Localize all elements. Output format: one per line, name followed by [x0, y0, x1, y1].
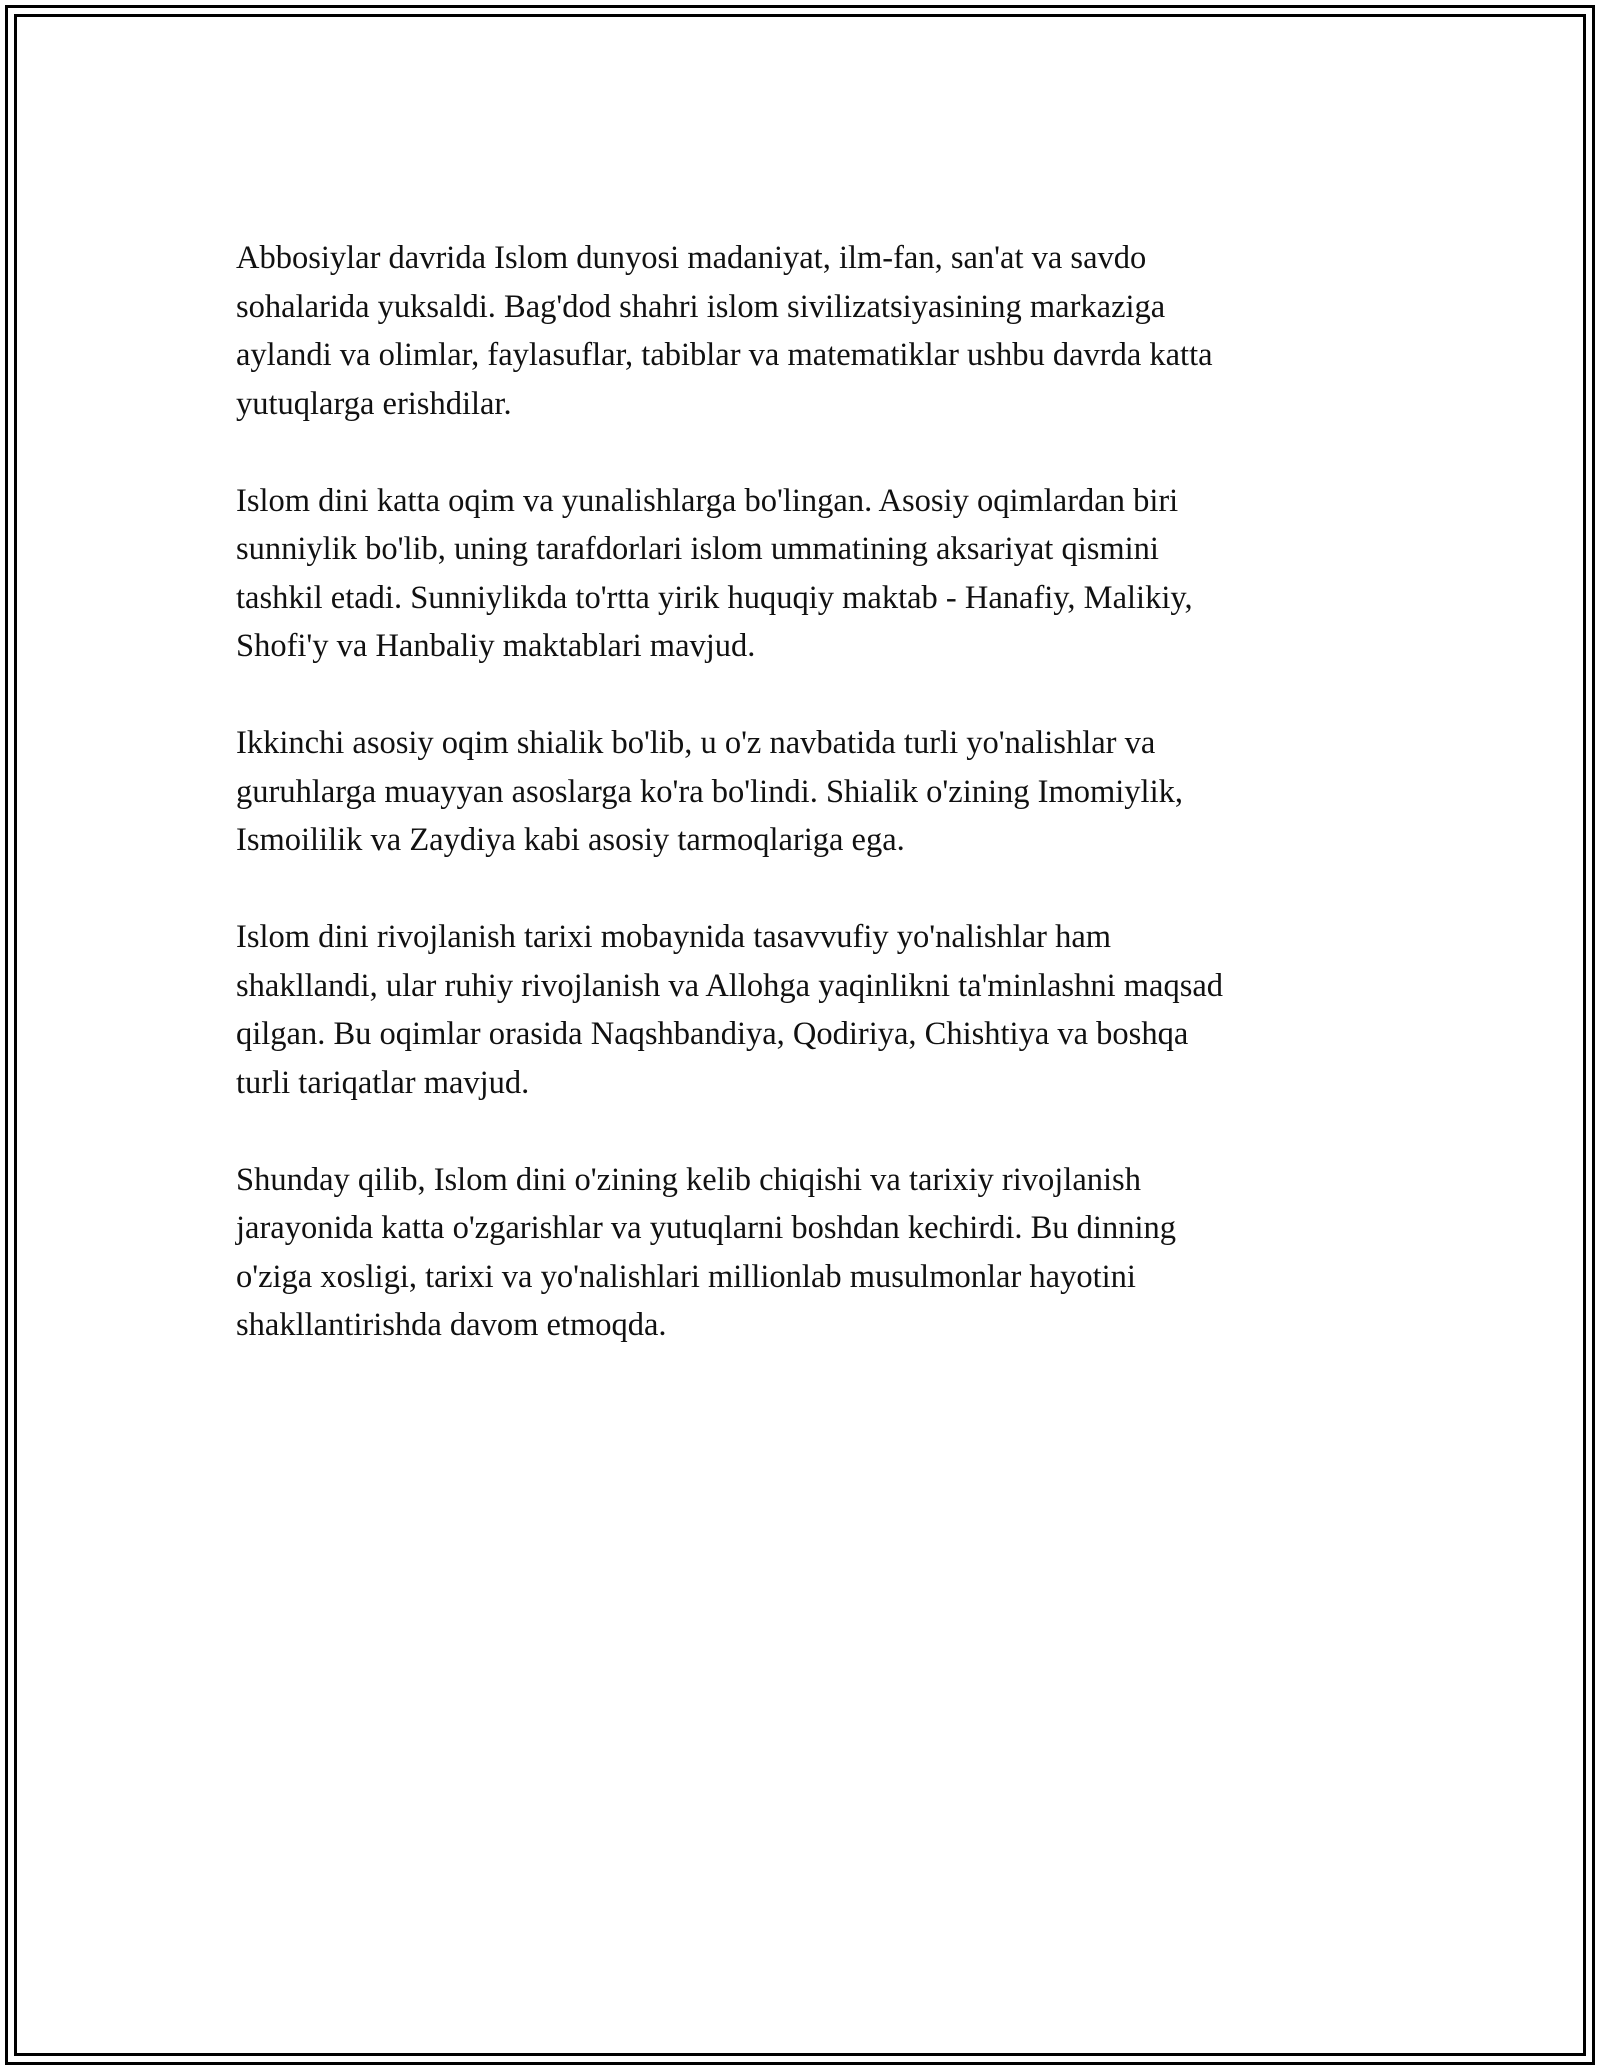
text-line: guruhlarga muayyan asoslarga ko'ra bo'lindi. Shialik o'zining Imomiylik, [236, 773, 1183, 810]
text-line: qilgan. Bu oqimlar orasida Naqshbandiya, Qodiriya, Chishtiya va boshqa [236, 1016, 1189, 1052]
paragraph-conclusion [236, 1156, 1366, 1350]
paragraph-shia-branch [236, 719, 1366, 865]
text-line: yutuqlarga erishdilar. [236, 385, 512, 422]
text-line: Islom dini katta oqim va yunalishlarga bo'lingan. Asosiy oqimlardan biri [236, 482, 1179, 519]
text-line: aylandi va olimlar, faylasuflar, tabiblar va matematiklar ushbu davrda katta [236, 337, 1213, 373]
paragraph-sunni-branch [236, 477, 1366, 671]
text-line: Abbosiylar davrida Islom dunyosi madaniyat, ilm-fan, san'at va savdo [236, 240, 1147, 276]
text-line: Ismoililik va Zaydiya kabi asosiy tarmoqlariga ega. [236, 822, 905, 858]
text-line: jarayonida katta o'zgarishlar va yutuqlarni boshdan kechirdi. Bu dinning [236, 1210, 1176, 1246]
paragraph-abbasid-era [236, 234, 1366, 428]
text-line: Shofi'y va Hanbaliy maktablari mavjud. [236, 628, 756, 664]
text-line: shakllandi, ular ruhiy rivojlanish va Allohga yaqinlikni ta'minlashni maqsad [236, 967, 1224, 1004]
text-line: turli tariqatlar mavjud. [236, 1064, 530, 1101]
text-line: sohalarida yuksaldi. Bag'dod shahri islom sivilizatsiyasining markaziga [236, 288, 1166, 325]
document-body [236, 234, 1366, 1398]
text-line: o'ziga xosligi, tarixi va yo'nalishlari millionlab musulmonlar hayotini [236, 1258, 1136, 1295]
text-line: Shunday qilib, Islom dini o'zining kelib chiqishi va tarixiy rivojlanish [236, 1161, 1141, 1198]
text-line: Islom dini rivojlanish tarixi mobaynida tasavvufiy yo'nalishlar ham [236, 919, 1112, 955]
text-line: Ikkinchi asosiy oqim shialik bo'lib, u o'z navbatida turli yo'nalishlar va [236, 725, 1156, 761]
text-line: tashkil etadi. Sunniylikda to'rtta yirik huquqiy maktab - Hanafiy, Malikiy, [236, 579, 1193, 616]
text-line: sunniylik bo'lib, uning tarafdorlari islom ummatining aksariyat qismini [236, 531, 1159, 567]
text-line: shakllantirishda davom etmoqda. [236, 1307, 667, 1343]
paragraph-sufi-orders [236, 913, 1366, 1107]
